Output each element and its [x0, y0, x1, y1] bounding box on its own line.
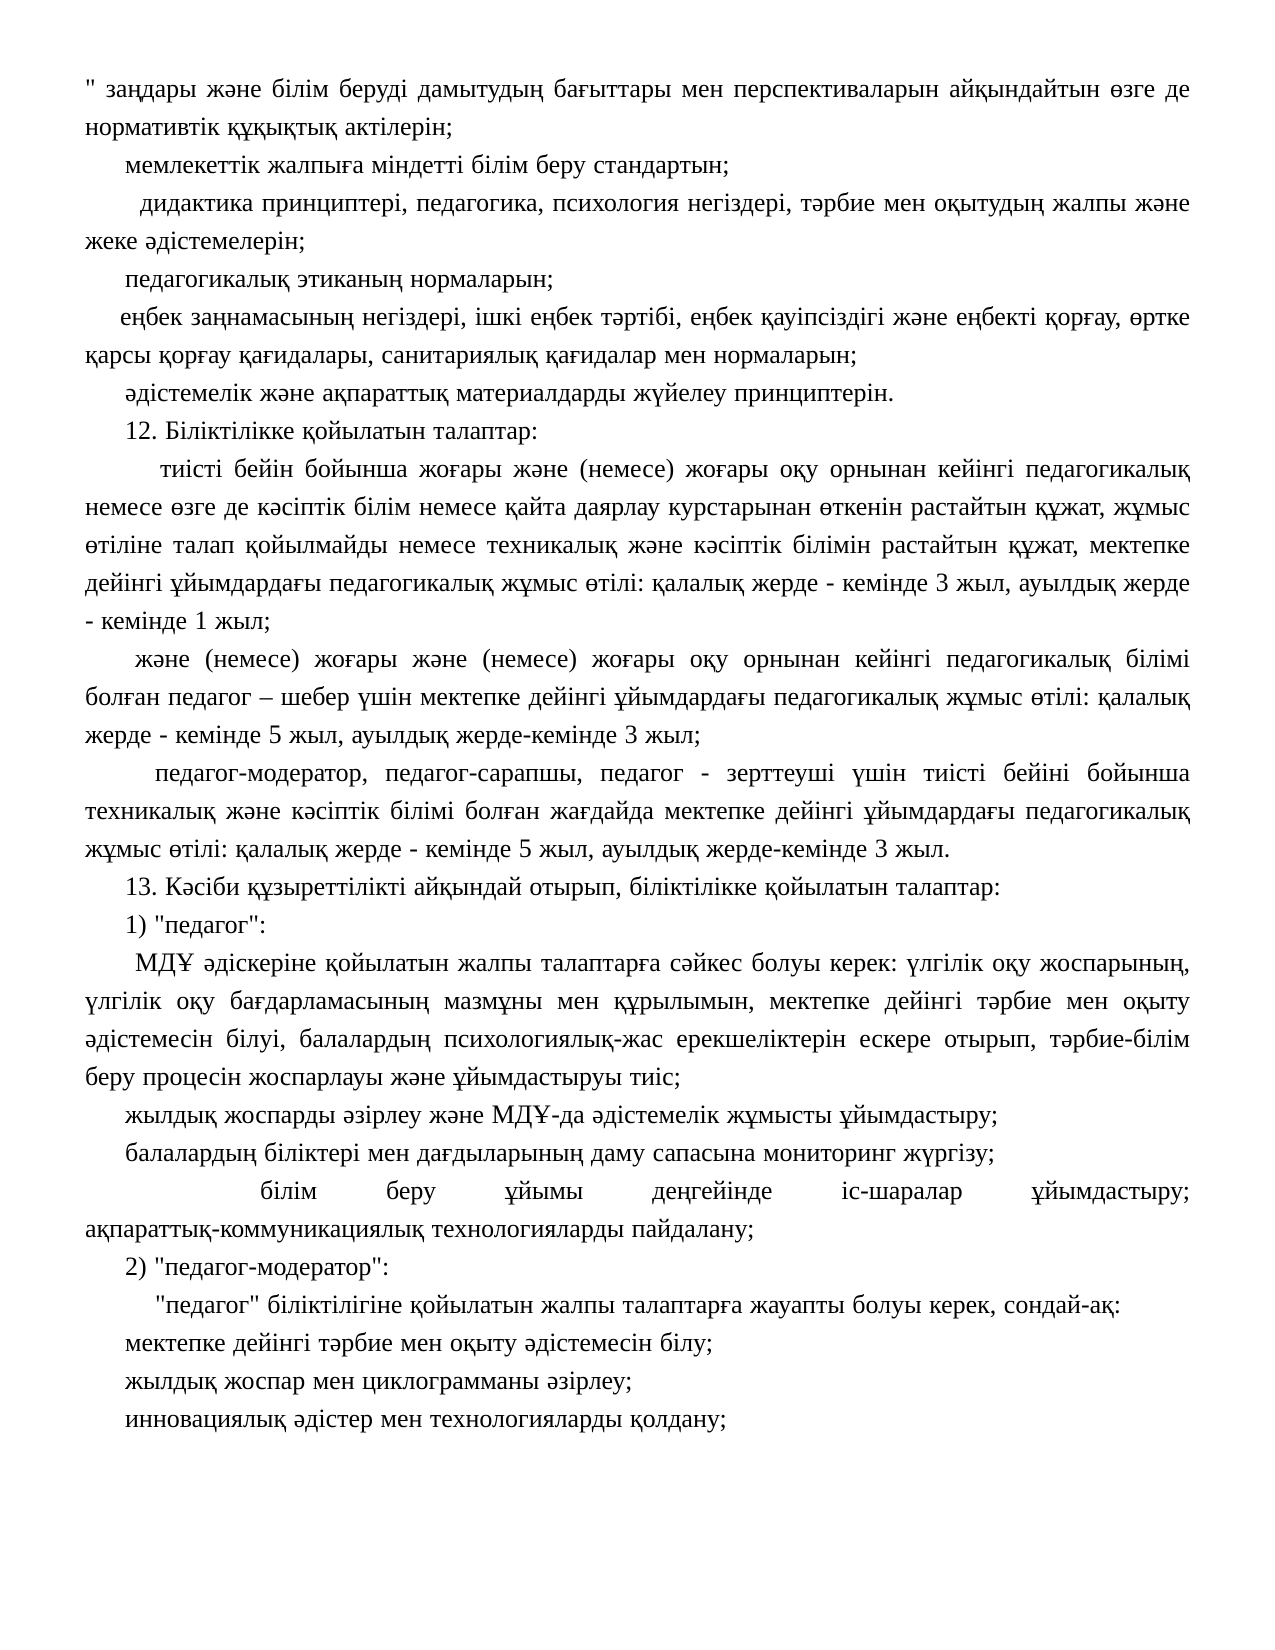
- paragraph: " заңдары және білім беруді дамытудың бағыттары мен перспективаларын айқындайтын өзге де нормативтік құқықтық актілерін;: [85, 74, 1190, 141]
- paragraph: дидактика принциптері, педагогика, психология негіздері, тәрбие мен оқытудың жалпы және жеке әдістемелерін;: [85, 188, 1190, 255]
- paragraph: мемлекеттік жалпыға міндетті білім беру стандартын;: [125, 150, 730, 179]
- paragraph: инновациялық әдістер мен технологияларды қолдану;: [125, 1404, 727, 1433]
- paragraph: білім беру ұйымы деңгейінде іс-шаралар ұйымдастыру;: [260, 1176, 1190, 1205]
- paragraph: ақпараттық-коммуникациялық технологияларды пайдалану;: [85, 1214, 755, 1243]
- paragraph: еңбек заңнамасының негіздері, ішкі еңбек тәртібі, еңбек қауіпсіздігі және еңбекті қорғау, өртке қарсы қорғау қағидалары, санитариялық қағидалар мен нормаларын;: [85, 302, 1190, 369]
- paragraph: балалардың біліктері мен дағдыларының даму сапасына мониторинг жүргізу;: [125, 1138, 995, 1167]
- paragraph: жылдық жоспарды әзірлеу және МДҰ-да әдістемелік жұмысты ұйымдастыру;: [125, 1100, 999, 1129]
- paragraph: педагогикалық этиканың нормаларын;: [125, 264, 554, 293]
- paragraph: әдістемелік және ақпараттық материалдарды жүйелеу принциптерін.: [125, 378, 895, 407]
- paragraph-item-2: 2) "педагог-модератор":: [125, 1252, 390, 1281]
- paragraph-heading-12: 12. Біліктілікке қойылатын талаптар:: [125, 416, 539, 445]
- paragraph: жылдық жоспар мен циклограмманы әзірлеу;: [125, 1366, 633, 1395]
- paragraph: мектепке дейінгі тәрбие мен оқыту әдістемесін білу;: [125, 1328, 714, 1357]
- paragraph-item-1: 1) "педагог":: [125, 910, 267, 939]
- paragraph: "педагог" біліктілігіне қойылатын жалпы талаптарға жауапты болуы керек, сондай-ақ:: [155, 1290, 1122, 1319]
- paragraph: тиісті бейін бойынша жоғары және (немесе) жоғары оқу орнынан кейінгі педагогикалық немесе өзге де кәсіптік білім немесе қайта даярлау курстарынан өткенін растайтын құжат, жұмыс өтіліне талап қойылмайды немесе техникалық және кәсіптік білімін растайтын құжат, мектепке дейінгі ұйымдардағы педагогикалық жұмыс өтілі: қалалық жерде - кемінде 3 жыл, ауылдық жерде - кемінде 1 жыл;: [85, 454, 1190, 635]
- paragraph: және (немесе) жоғары және (немесе) жоғары оқу орнынан кейінгі педагогикалық білімі болған педагог – шебер үшін мектепке дейінгі ұйымдардағы педагогикалық жұмыс өтілі: қалалық жерде - кемінде 5 жыл, ауылдық жерде-кемінде 3 жыл;: [85, 644, 1190, 749]
- paragraph-heading-13: 13. Кәсіби құзыреттілікті айқындай отырып, біліктілікке қойылатын талаптар:: [125, 872, 1001, 901]
- paragraph: МДҰ әдіскеріне қойылатын жалпы талаптарға сәйкес болуы керек: үлгілік оқу жоспарының, үлгілік оқу бағдарламасының мазмұны мен құрылымын, мектепке дейінгі тәрбие мен оқыту әдістемесін білуі, балалардың психологиялық-жас ерекшеліктерін ескере отырып, тәрбие-білім беру процесін жоспарлауы және ұйымдастыруы тиіс;: [85, 948, 1190, 1091]
- paragraph: педагог-модератор, педагог-сарапшы, педагог - зерттеуші үшін тиісті бейіні бойынша техникалық және кәсіптік білімі болған жағдайда мектепке дейінгі ұйымдардағы педагогикалық жұмыс өтілі: қалалық жерде - кемінде 5 жыл, ауылдық жерде-кемінде 3 жыл.: [85, 758, 1190, 863]
